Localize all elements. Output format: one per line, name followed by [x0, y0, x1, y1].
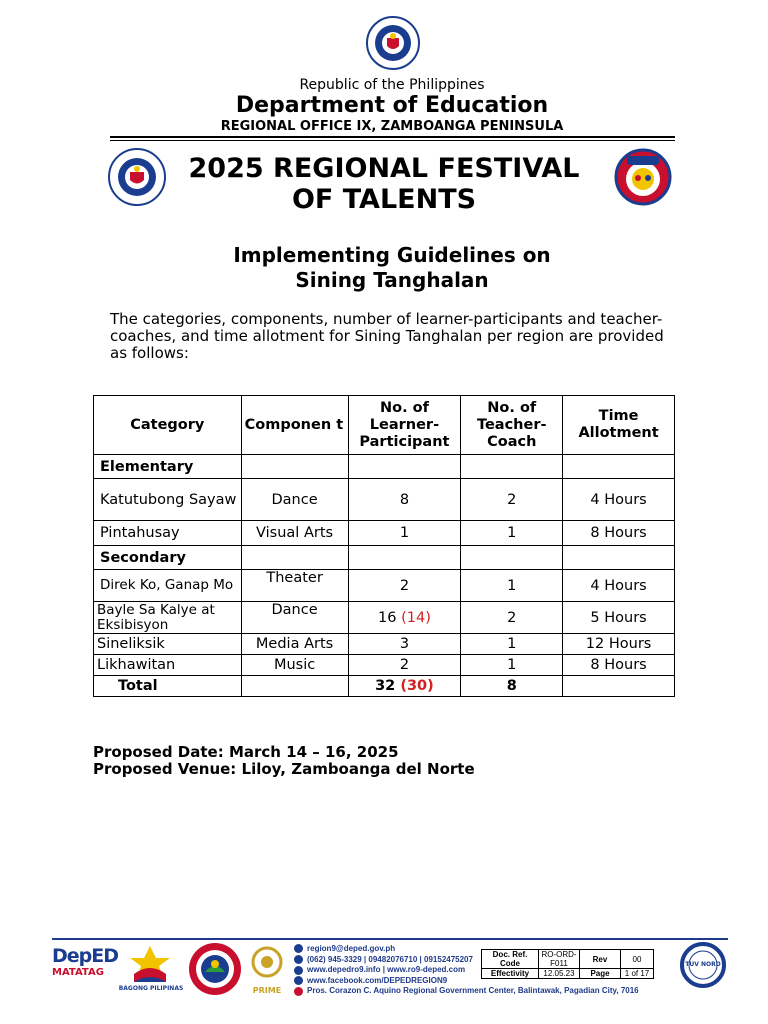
section-row-secondary: [94, 546, 675, 570]
tuv-text: TUV NORD: [685, 961, 721, 968]
contact-web[interactable]: www.depedro9.info | www.ro9-deped.com: [294, 965, 639, 976]
rev-value: 00: [621, 950, 654, 969]
table-total-row: [94, 676, 675, 697]
row-time: 8 Hours: [563, 521, 675, 546]
location-pin-icon: [294, 987, 303, 996]
festival-title-line2: OF TALENTS: [291, 184, 477, 215]
header-divider: [110, 136, 675, 138]
deped-seal-icon: [108, 148, 166, 206]
contact-phone: (062) 945-3329 | 09482076710 | 09152475207: [294, 955, 639, 966]
table-header-row: [94, 396, 675, 455]
row-learner: 2: [348, 655, 461, 676]
table-row: [94, 602, 675, 634]
row-component: Media Arts: [241, 634, 348, 655]
regional-office: REGIONAL OFFICE IX, ZAMBOANGA PENINSULA: [220, 119, 564, 134]
row-category: Bayle Sa Kalye at Eksibisyon: [94, 602, 242, 634]
section-label: Secondary: [94, 546, 242, 570]
row-category: Direk Ko, Ganap Mo: [94, 570, 242, 602]
row-coach: 2: [461, 602, 563, 634]
guidelines-title: [130, 243, 654, 293]
facebook-icon: [294, 976, 303, 985]
phone-icon: [294, 955, 303, 964]
page-value: 1 of 17: [621, 969, 654, 979]
row-coach: 1: [461, 521, 563, 546]
table-row: [94, 634, 675, 655]
row-coach: 2: [461, 479, 563, 521]
row-learner: 8: [348, 479, 461, 521]
contact-facebook[interactable]: www.facebook.com/DEPEDREGION9: [294, 976, 639, 987]
doc-ref-label: Doc. Ref. Code: [482, 950, 539, 969]
effectivity-value: 12.05.23: [539, 969, 580, 979]
row-learner: 3: [348, 634, 461, 655]
header-coach: No. of Teacher- Coach: [461, 396, 563, 455]
row-coach: 1: [461, 634, 563, 655]
festival-title: [170, 153, 598, 215]
bagong-pilipinas-text: BAGONG PILIPINAS: [118, 985, 184, 992]
row-category: Pintahusay: [94, 521, 242, 546]
festival-title-line1: 2025 REGIONAL FESTIVAL: [188, 153, 580, 184]
republic-text: Republic of the Philippines: [299, 77, 485, 93]
proposed-date: Proposed Date: March 14 – 16, 2025: [93, 743, 399, 761]
department-title: Department of Education: [235, 93, 549, 118]
page-label: Page: [580, 969, 621, 979]
section-label: Elementary: [94, 455, 242, 479]
guidelines-line2: Sining Tanghalan: [295, 268, 489, 292]
intro-paragraph: The categories, components, number of learner-participants and teacher-coaches, and time allotment for Sining Tanghalan per region are provided as follows:: [110, 310, 664, 362]
row-learner: 2: [348, 570, 461, 602]
row-time: 5 Hours: [563, 602, 675, 634]
row-component: Theater: [241, 570, 348, 602]
row-component: Music: [241, 655, 348, 676]
proposed-details: [93, 744, 475, 778]
total-coach: 8: [461, 676, 563, 697]
row-category: Likhawitan: [94, 655, 242, 676]
header-learner: No. of Learner- Participant: [348, 396, 461, 455]
header-category: Category: [94, 396, 242, 455]
row-component: Dance: [241, 479, 348, 521]
total-learner: 32 (30): [348, 676, 461, 697]
prime-text: PRIME: [252, 986, 282, 995]
table-row: [94, 479, 675, 521]
bagong-pilipinas-logo-icon: [124, 944, 176, 986]
deped-matatag-logo: [52, 945, 119, 995]
row-time: 8 Hours: [563, 655, 675, 676]
row-category: Katutubong Sayaw: [94, 479, 242, 521]
header-divider-thin: [110, 140, 675, 141]
row-time: 4 Hours: [563, 570, 675, 602]
row-coach: 1: [461, 655, 563, 676]
row-component: Dance: [241, 602, 348, 634]
proposed-venue: Proposed Venue: Liloy, Zamboanga del Norte: [93, 760, 475, 778]
row-learner: 16 (14): [348, 602, 461, 634]
categories-table: [93, 395, 675, 697]
row-learner: 1: [348, 521, 461, 546]
contact-email[interactable]: region9@deped.gov.ph: [294, 944, 639, 955]
footer-divider: [52, 938, 728, 940]
header-time: Time Allotment: [563, 396, 675, 455]
row-time: 4 Hours: [563, 479, 675, 521]
row-component: Visual Arts: [241, 521, 348, 546]
row-category: Sineliksik: [94, 634, 242, 655]
deped-seal-icon: [366, 16, 420, 70]
doc-ref-value: RO-ORD-F011: [539, 950, 580, 969]
matatag-wordmark: MATATAG: [52, 967, 104, 978]
table-row: [94, 521, 675, 546]
effectivity-label: Effectivity: [482, 969, 539, 979]
contact-address: Pros. Corazon C. Aquino Regional Government Center, Balintawak, Pagadian City, 7016: [294, 986, 639, 997]
email-icon: [294, 944, 303, 953]
document-reference-table: [481, 949, 654, 979]
rev-label: Rev: [580, 950, 621, 969]
table-row: [94, 655, 675, 676]
regional-seal-icon: [188, 942, 242, 996]
header-component: Componen t: [241, 396, 348, 455]
table-row: [94, 570, 675, 602]
festival-logo-icon: [614, 148, 672, 206]
row-coach: 1: [461, 570, 563, 602]
globe-icon: [294, 966, 303, 975]
guidelines-line1: Implementing Guidelines on: [233, 243, 551, 267]
total-label: Total: [94, 676, 242, 697]
deped-wordmark: DepED: [52, 945, 119, 967]
row-time: 12 Hours: [563, 634, 675, 655]
section-row-elementary: [94, 455, 675, 479]
prime-hrm-logo-icon: [248, 946, 286, 986]
